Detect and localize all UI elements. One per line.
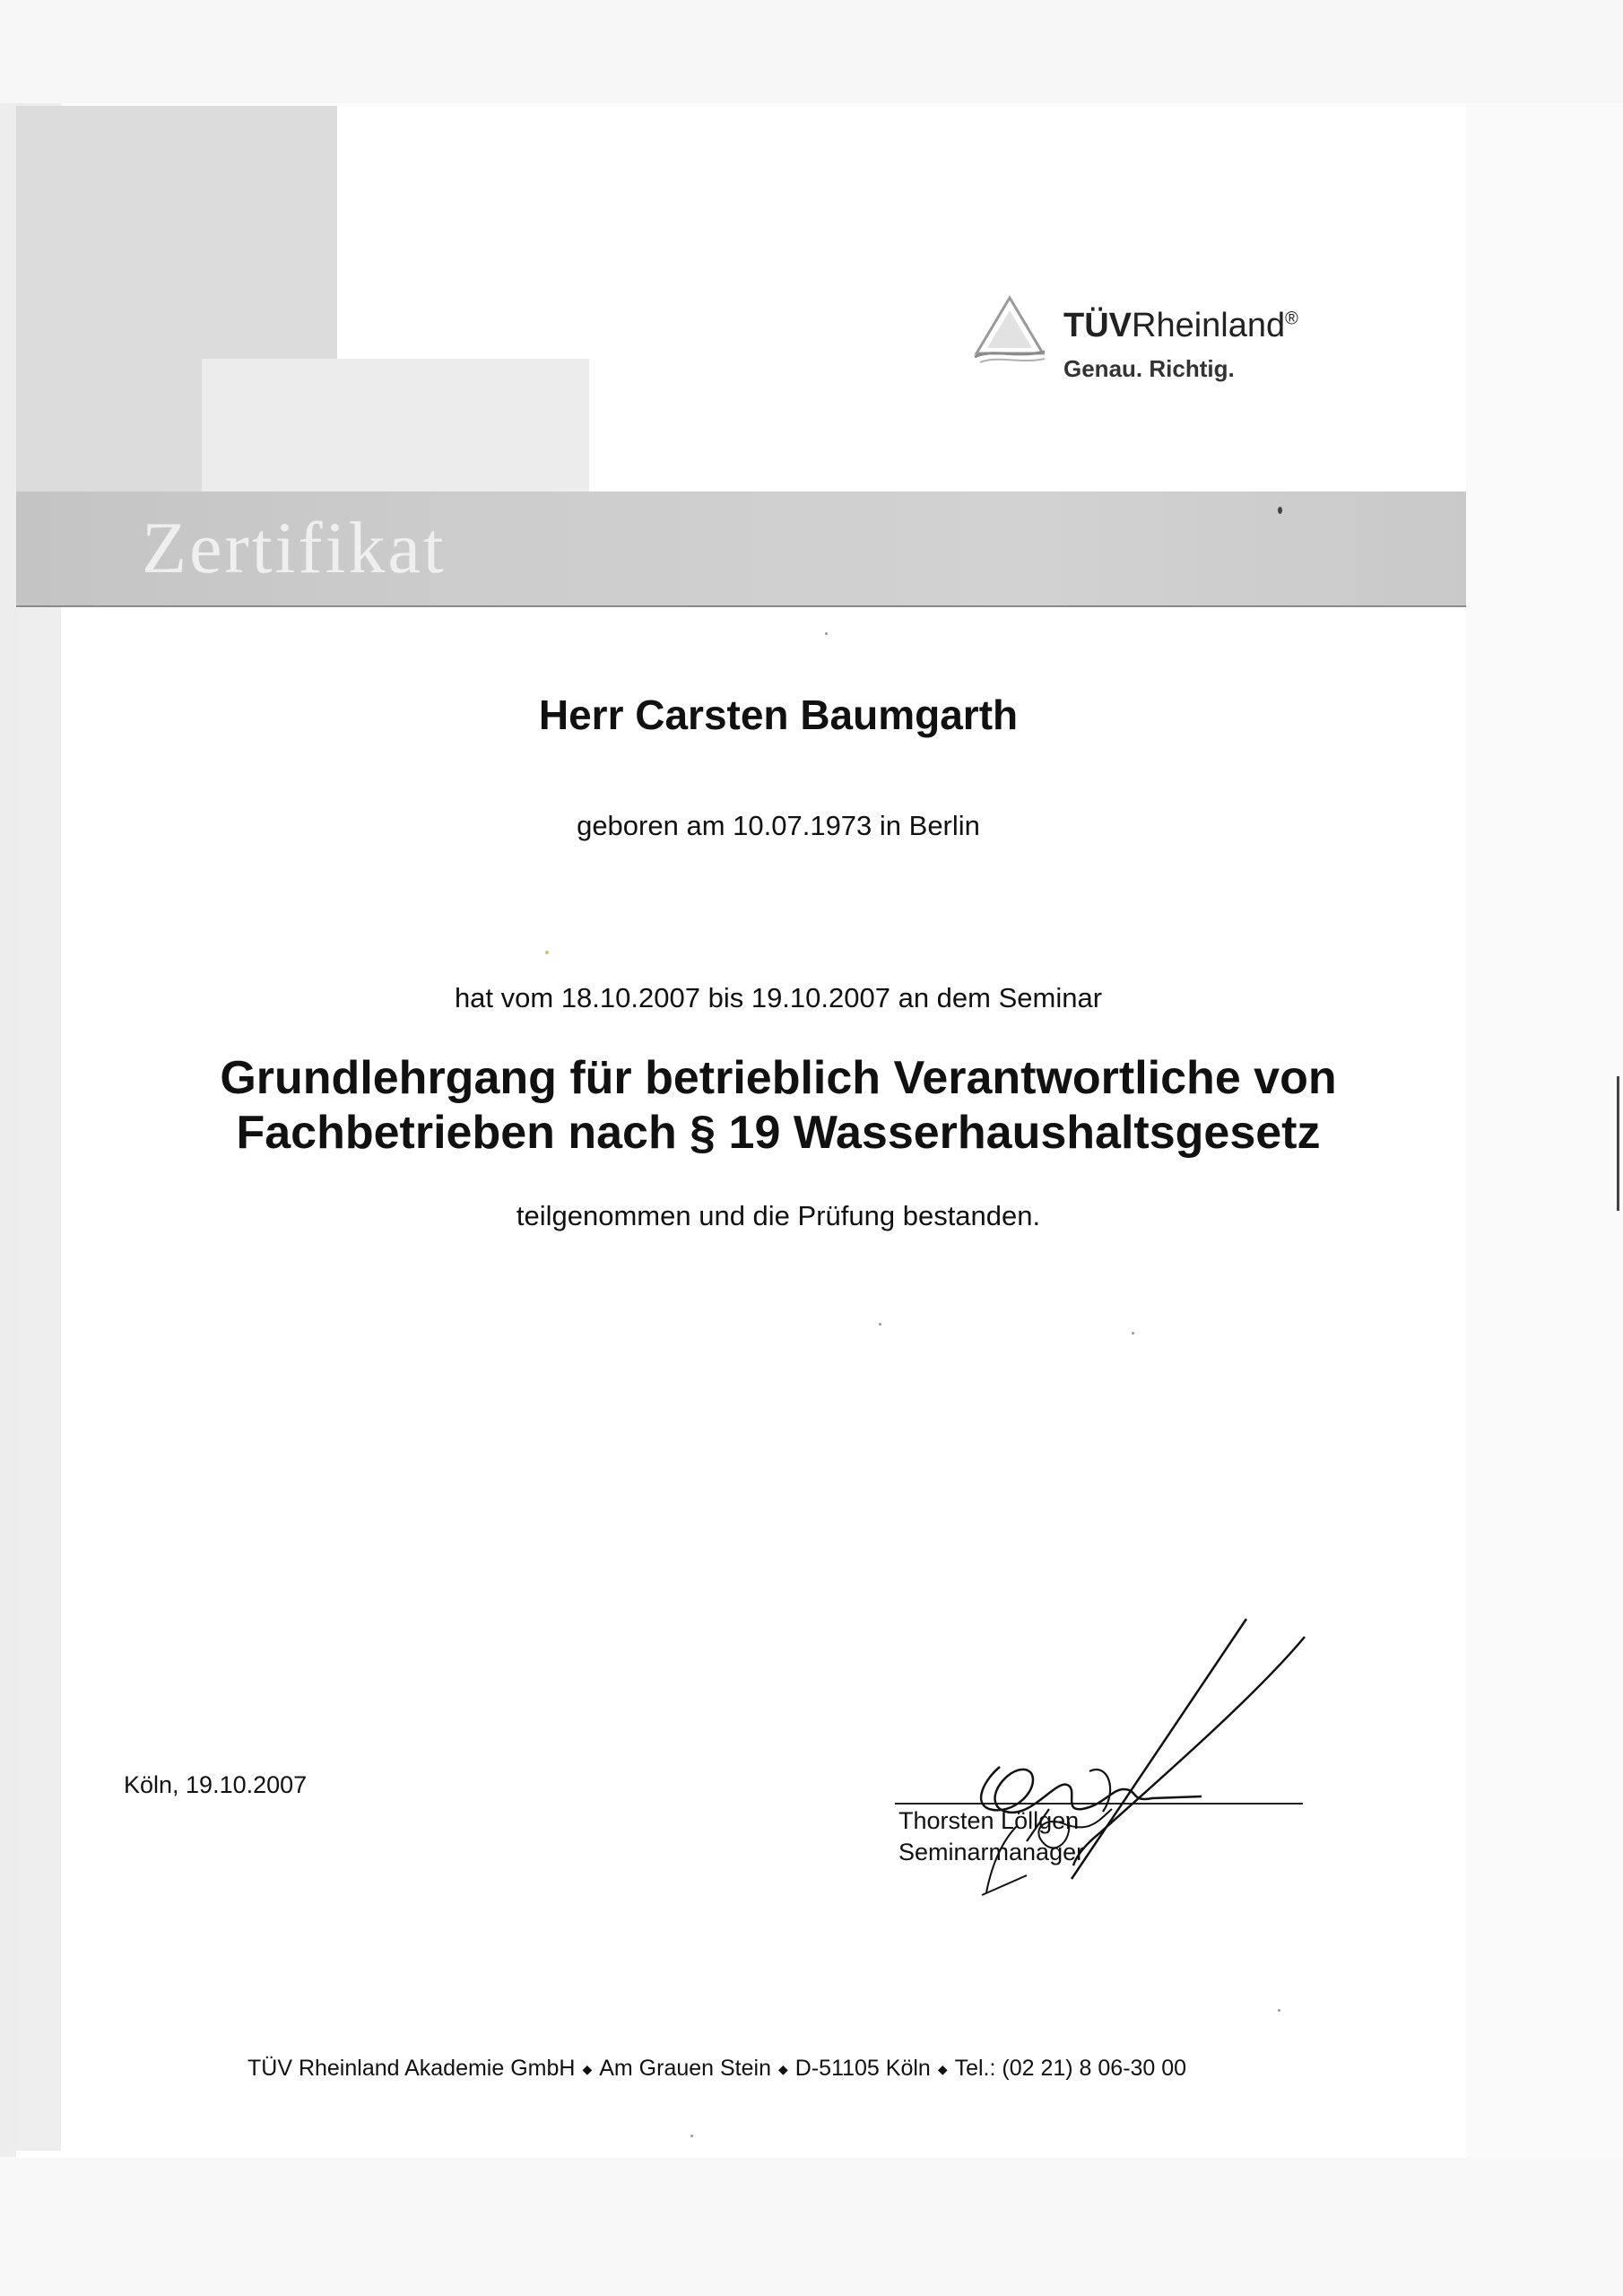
scan-artifact-line — [1617, 1076, 1619, 1211]
birth-info: geboren am 10.07.1973 in Berlin — [577, 810, 980, 841]
scan-border-bottom — [0, 2157, 1623, 2296]
footer-separator-icon: ◆ — [582, 2061, 593, 2076]
certificate-title: Zertifikat — [142, 507, 447, 588]
brand-name-rest: Rheinland — [1132, 307, 1286, 344]
handwritten-signature — [883, 1610, 1314, 1906]
decorative-light-block — [202, 359, 589, 493]
scan-speck — [879, 1323, 881, 1326]
seminar-title-line-2: Fachbetrieben nach § 19 Wasserhaushaltsgesetz — [236, 1107, 1321, 1160]
registered-mark: ® — [1285, 309, 1298, 329]
place-and-date: Köln, 19.10.2007 — [124, 1771, 308, 1798]
footer-city: D-51105 Köln — [794, 2056, 931, 2081]
seminar-dates: hat vom 18.10.2007 bis 19.10.2007 an dem Seminar — [454, 982, 1103, 1013]
title-underline — [16, 605, 1466, 607]
footer-separator-icon: ◆ — [937, 2061, 948, 2076]
scan-speck — [1278, 507, 1282, 514]
decorative-left-strip — [16, 491, 61, 2151]
scan-speck — [1278, 2009, 1280, 2012]
scan-speck — [545, 951, 549, 954]
result-statement: teilgenommen und die Prüfung bestanden. — [516, 1200, 1041, 1231]
scan-speck — [1132, 1332, 1134, 1335]
seminar-title — [61, 1051, 1496, 1161]
scan-speck — [690, 2135, 693, 2137]
brand-name-bold: TÜV — [1063, 307, 1132, 344]
footer-phone: Tel.: (02 21) 8 06-30 00 — [954, 2056, 1187, 2081]
brand-tagline: Genau. Richtig. — [1063, 355, 1235, 382]
scan-speck — [825, 632, 828, 635]
seminar-title-line-1: Grundlehrgang für betrieblich Verantwortliche von — [220, 1052, 1337, 1104]
signatory-role: Seminarmanager — [898, 1838, 1085, 1866]
signatory-name: Thorsten Löllgen — [898, 1807, 1080, 1834]
recipient-name: Herr Carsten Baumgarth — [538, 691, 1019, 738]
brand-name — [1063, 307, 1298, 345]
footer-company: TÜV Rheinland Akademie GmbH — [247, 2056, 576, 2081]
footer-address — [247, 2056, 1186, 2082]
footer-street: Am Grauen Stein — [599, 2056, 771, 2081]
triangle-logo-icon — [971, 294, 1048, 366]
footer-separator-icon: ◆ — [778, 2061, 788, 2076]
scan-border-top — [0, 0, 1623, 103]
